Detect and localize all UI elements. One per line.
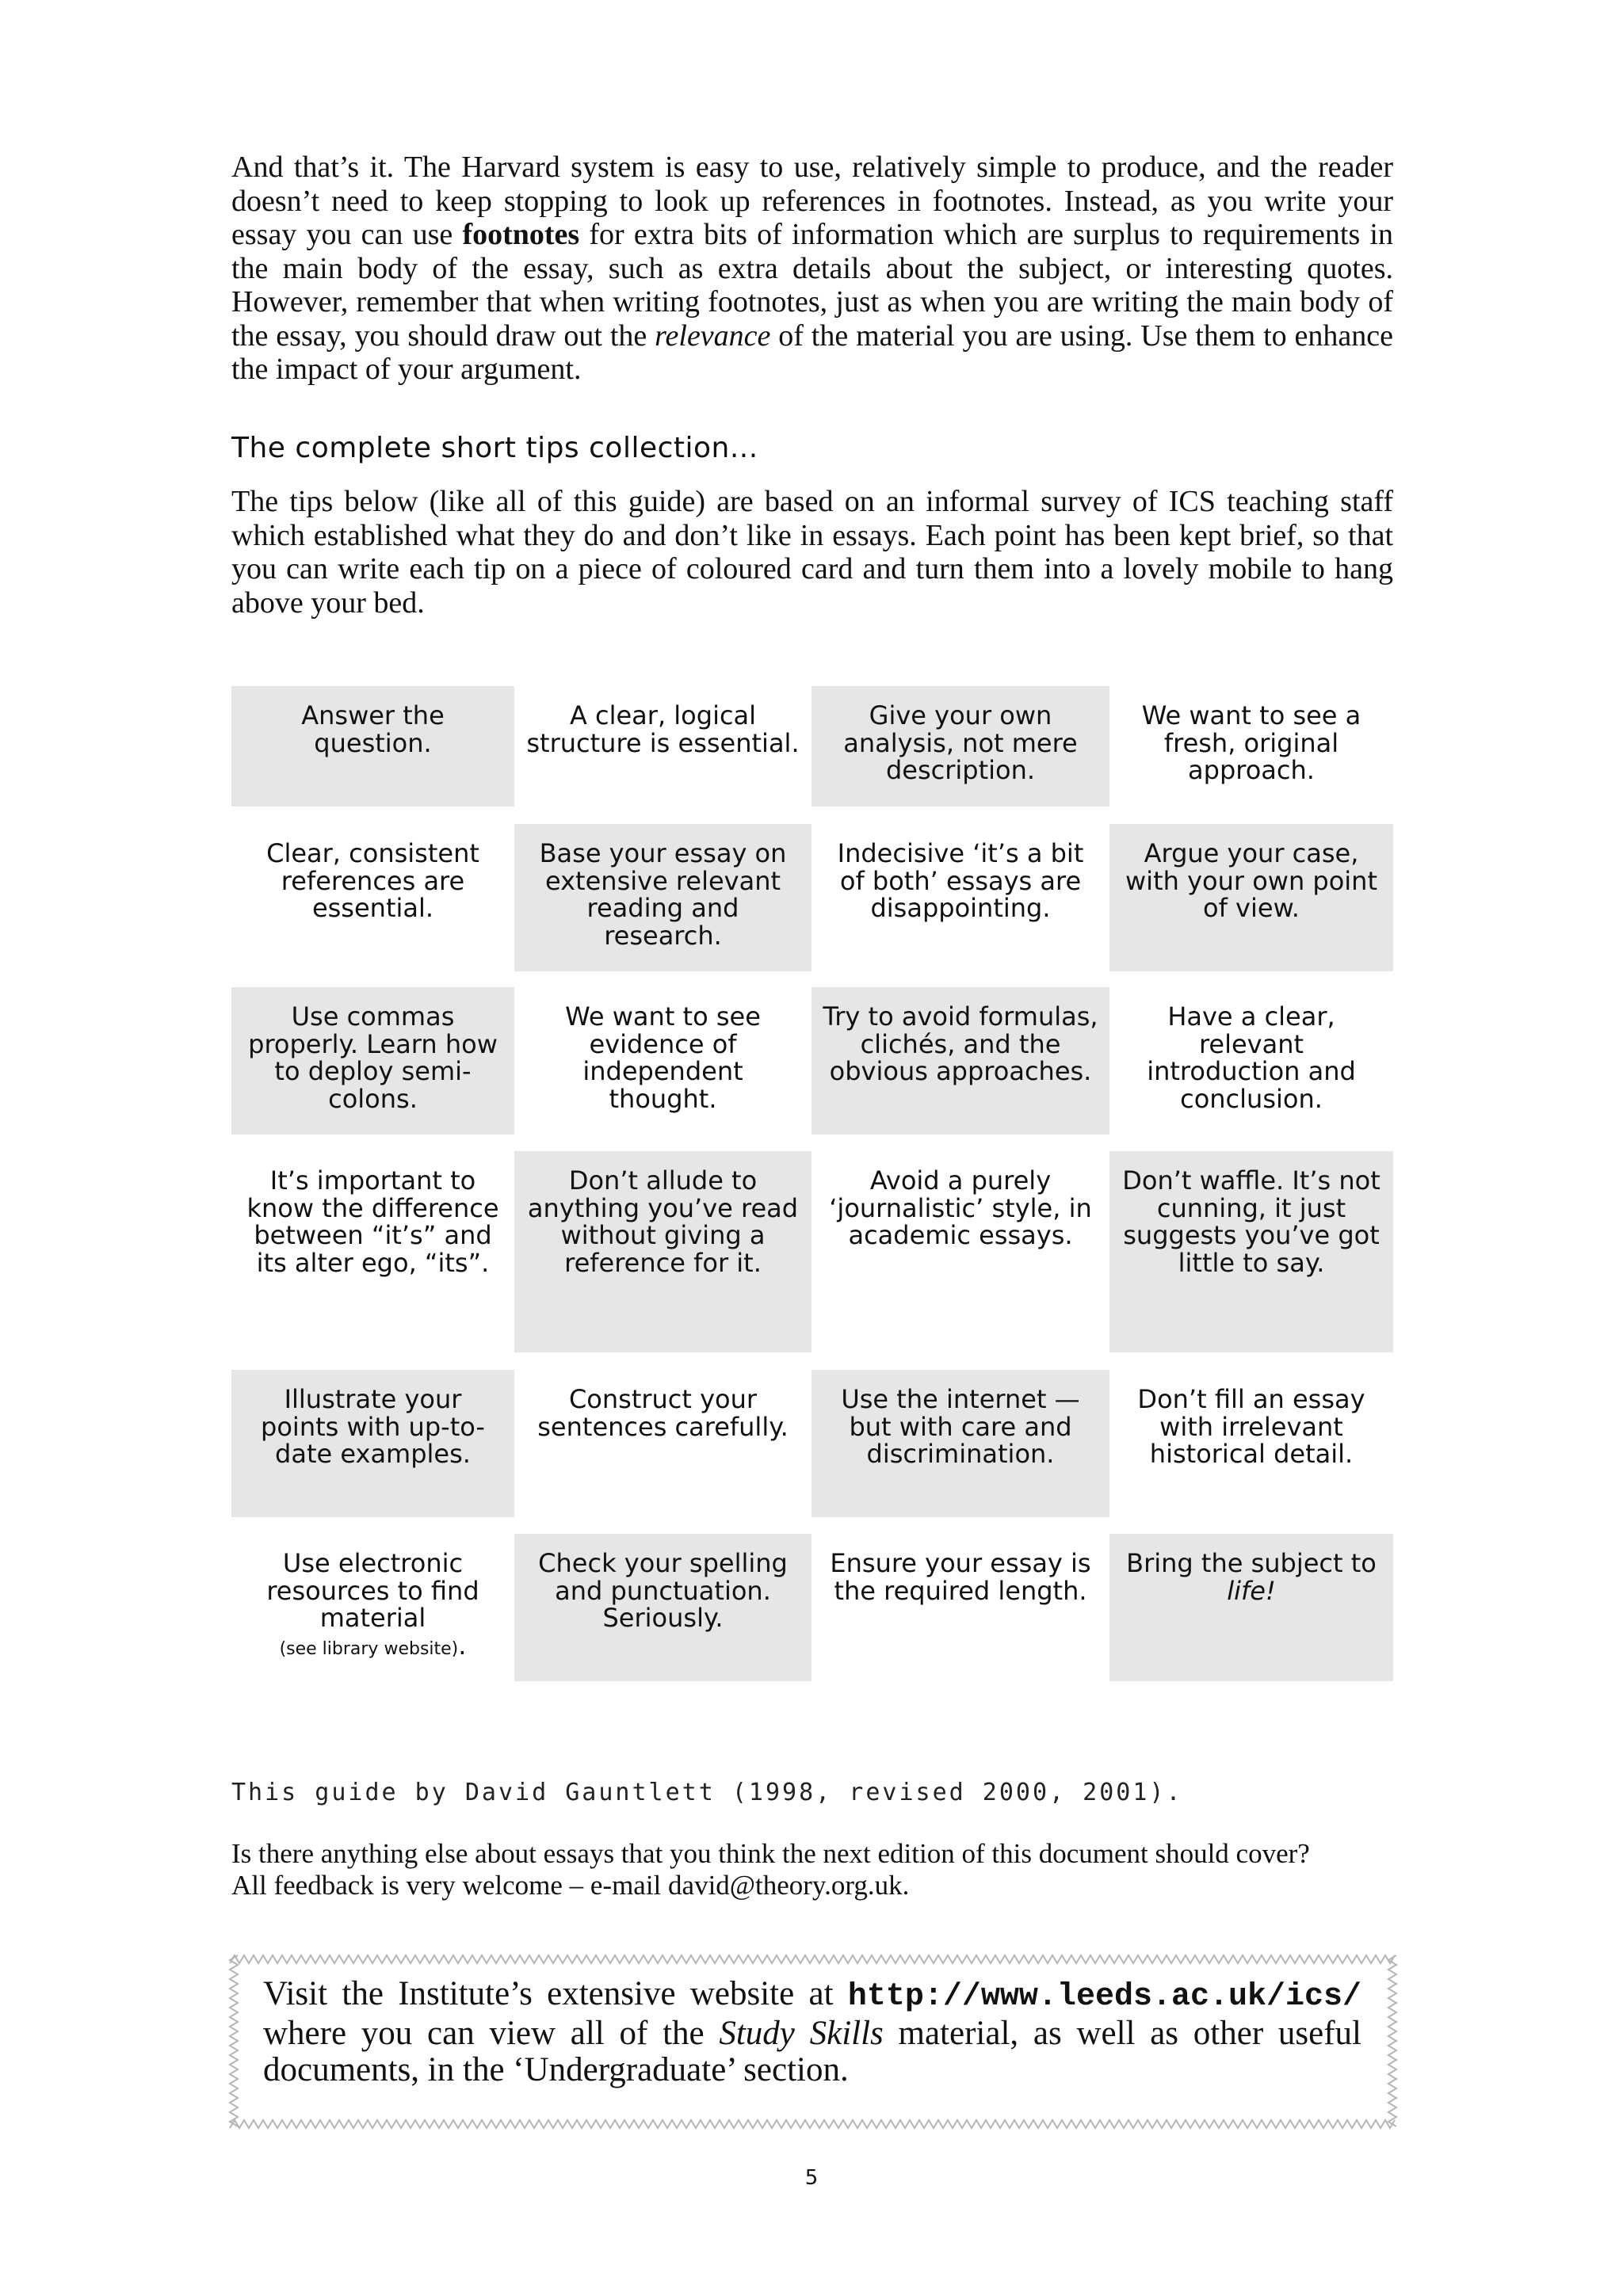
tip-text: Bring the subject to (1126, 1548, 1377, 1578)
tip-card: Illustrate your points with up-to-date examples. (231, 1370, 514, 1517)
page-number: 5 (804, 2166, 819, 2190)
tip-card: Give your own analysis, not mere description. (812, 686, 1109, 807)
callout-text-3: material, as well as other useful documents, in the ‘Undergraduate’ section. (263, 2015, 1361, 2088)
tip-card: Use the internet — but with care and discrimination. (812, 1370, 1109, 1517)
tip-card (231, 1534, 514, 1681)
tip-card: Construct your sentences carefully. (537, 1384, 789, 1442)
tip-card: Base your essay on extensive relevant reading and research. (514, 824, 812, 971)
intro-text-3: of the material you are using. Use them to enhance the impact of your argument. (231, 318, 1393, 386)
tip-card: Clear, consistent references are essential. (266, 838, 479, 923)
intro-paragraph (231, 151, 1393, 387)
tips-grid (231, 686, 1393, 1681)
feedback-block (231, 1838, 1393, 1901)
intro-italic-relevance: relevance (655, 318, 771, 353)
website-callout-text (263, 1976, 1361, 2088)
tip-card: Have a clear, relevant introduction and conclusion. (1147, 1001, 1356, 1114)
callout-italic-study-skills: Study Skills (719, 2015, 884, 2052)
feedback-line-1: Is there anything else about essays that you think the next edition of this document should cover? (231, 1838, 1310, 1869)
section-heading: The complete short tips collection... (231, 432, 758, 464)
tips-intro-paragraph: The tips below (like all of this guide) are based on an informal survey of ICS teaching staff which established what they do and don’t like in essays. Each point has been kept brief, so that you can write each tip on a piece of coloured card and turn them into a lovely mobile to hang above your bed. (231, 485, 1393, 620)
website-url[interactable]: http://www.leeds.ac.uk/ics/ (847, 1979, 1361, 2015)
tip-card: Don’t waffle. It’s not cunning, it just suggests you’ve got little to say. (1109, 1151, 1393, 1352)
intro-text-2: for extra bits of information which are surplus to requirements in the main body of the essay, such as extra details about the subject, or interesting quotes. However, remember that when writing footnotes, just as when you are writing the main body of the essay, you should draw out the (231, 218, 1393, 353)
callout-text-1: Visit the Institute’s extensive website at (263, 1975, 848, 2012)
callout-text-2: where you can view all of the (263, 2015, 720, 2052)
tip-card: We want to see evidence of independent thought. (565, 1001, 761, 1114)
tip-card: Try to avoid formulas, clichés, and the obvious approaches. (812, 987, 1109, 1135)
tip-italic-life: life! (1227, 1575, 1276, 1606)
tip-card: Answer the question. (231, 686, 514, 807)
tip-card: Don’t fill an essay with irrelevant historical detail. (1137, 1384, 1365, 1469)
intro-bold-footnotes: footnotes (462, 218, 580, 251)
tip-card: A clear, logical structure is essential. (526, 700, 800, 758)
tip-card (1109, 1534, 1393, 1681)
tip-card: Ensure your essay is the required length. (830, 1548, 1091, 1606)
tip-card: Indecisive ‘it’s a bit of both’ essays are disappointing. (837, 838, 1084, 923)
tip-card: Argue your case, with your own point of view. (1109, 824, 1393, 971)
website-callout-box (225, 1951, 1401, 2133)
tip-card: Avoid a purely ‘journalistic’ style, in academic essays. (829, 1165, 1092, 1250)
tip-card: We want to see a fresh, original approach. (1141, 700, 1361, 785)
tip-note-end: . (458, 1630, 467, 1661)
tip-card: Use commas properly. Learn how to deploy semi-colons. (231, 987, 514, 1135)
feedback-line-2: All feedback is very welcome – e-mail david@theory.org.uk. (231, 1870, 910, 1901)
tip-note: (see library website) (279, 1638, 459, 1659)
tip-card: It’s important to know the difference between “it’s” and its alter ego, “its”. (246, 1165, 499, 1278)
author-credit: This guide by David Gauntlett (1998, revised 2000, 2001). (231, 1779, 1183, 1806)
tip-card: Don’t allude to anything you’ve read without giving a reference for it. (514, 1151, 812, 1352)
tip-card: Check your spelling and punctuation. Seriously. (514, 1534, 812, 1681)
tip-text: Use electronic resources to find material (266, 1548, 479, 1633)
intro-text-1: And that’s it. The Harvard system is easy to use, relatively simple to produce, and the reader doesn’t need to keep stopping to look up references in footnotes. Instead, as you write your essay you can use (231, 151, 1393, 251)
